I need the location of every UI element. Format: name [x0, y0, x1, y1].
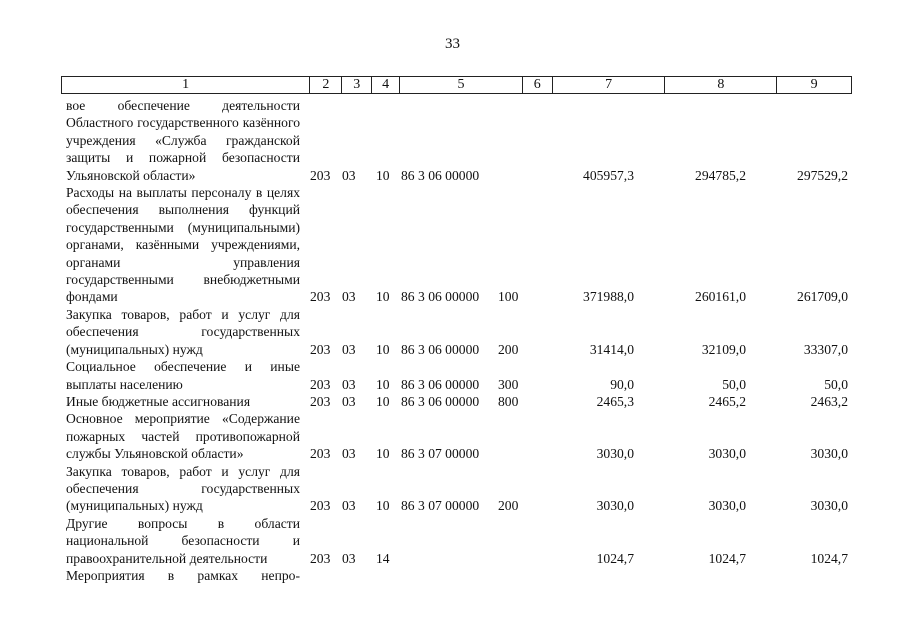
row-values: [66, 167, 852, 184]
table-row: [66, 393, 852, 410]
column-header-1: 1: [182, 77, 190, 92]
cell-section: 03: [342, 393, 356, 409]
cell-target-article: 86 3 07 00000: [401, 446, 480, 462]
row-values: [66, 497, 852, 514]
table-row: [66, 410, 852, 462]
table-body: [66, 97, 852, 584]
page-number: 33: [445, 36, 460, 52]
column-header-4: 4: [371, 77, 399, 93]
cell-expense-type: 200: [498, 498, 519, 514]
row-values: [66, 393, 852, 410]
cell-ministry: 203: [310, 446, 331, 462]
cell-ministry: 203: [310, 167, 331, 183]
cell-amount-col8: 32109,0: [701, 341, 746, 357]
table-row: [66, 463, 852, 515]
column-header-5: 5: [399, 77, 522, 93]
row-values: [66, 550, 852, 567]
cell-target-article: 86 3 06 00000: [401, 341, 480, 357]
cell-section: 03: [342, 376, 356, 392]
cell-expense-type: 800: [498, 393, 519, 409]
cell-subsection: 10: [376, 446, 390, 462]
row-description: Социальное обеспечение и иные выплаты населению: [66, 359, 300, 392]
cell-subsection: 10: [376, 167, 390, 183]
column-header-6: 6: [522, 77, 552, 93]
cell-section: 03: [342, 498, 356, 514]
cell-amount-col7: 1024,7: [596, 550, 634, 566]
cell-amount-col9: 50,0: [824, 376, 848, 392]
cell-amount-col8: 3030,0: [708, 446, 746, 462]
column-header-2: 2: [309, 77, 341, 93]
cell-subsection: 10: [376, 393, 390, 409]
cell-amount-col7: 2465,3: [596, 393, 634, 409]
row-description: вое обеспечение деятельности Областного государственного казённого учреждения «Служба гражданской защиты и пожарной безопасности Ульяновской области»: [66, 98, 300, 183]
column-header-3: 3: [341, 77, 371, 93]
cell-amount-col7: 3030,0: [596, 446, 634, 462]
cell-expense-type: 200: [498, 341, 519, 357]
cell-amount-col8: 260161,0: [695, 289, 746, 305]
cell-ministry: 203: [310, 341, 331, 357]
cell-ministry: 203: [310, 498, 331, 514]
cell-ministry: 203: [310, 393, 331, 409]
cell-subsection: 10: [376, 376, 390, 392]
row-values: [66, 445, 852, 462]
table-row: [66, 184, 852, 306]
row-description: Другие вопросы в области национальной безопасности и правоохранительной деятельности: [66, 515, 300, 566]
row-description: Закупка товаров, работ и услуг для обеспечения государственных (муниципальных) нужд: [66, 306, 300, 357]
table-row: [66, 567, 852, 584]
cell-target-article: 86 3 06 00000: [401, 167, 480, 183]
cell-target-article: 86 3 07 00000: [401, 498, 480, 514]
column-header-9: 9: [776, 77, 851, 93]
table-row: [66, 306, 852, 358]
cell-ministry: 203: [310, 376, 331, 392]
table-row: [66, 358, 852, 393]
cell-amount-col7: 31414,0: [589, 341, 634, 357]
table-header-row: [61, 76, 852, 94]
cell-amount-col7: 371988,0: [583, 289, 634, 305]
row-description: Основное мероприятие «Содержание пожарных частей противопожарной службы Ульяновской области»: [66, 411, 300, 462]
row-values: [66, 376, 852, 393]
cell-section: 03: [342, 446, 356, 462]
cell-target-article: 86 3 06 00000: [401, 393, 480, 409]
cell-ministry: 203: [310, 289, 331, 305]
cell-amount-col9: 3030,0: [810, 446, 848, 462]
cell-amount-col9: 297529,2: [797, 167, 848, 183]
row-description: Мероприятия в рамках непро-: [66, 567, 300, 583]
row-description: Закупка товаров, работ и услуг для обеспечения государственных (муниципальных) нужд: [66, 463, 300, 514]
cell-amount-col9: 3030,0: [810, 498, 848, 514]
cell-amount-col8: 1024,7: [708, 550, 746, 566]
cell-section: 03: [342, 341, 356, 357]
row-values: [66, 341, 852, 358]
cell-target-article: 86 3 06 00000: [401, 289, 480, 305]
cell-amount-col7: 90,0: [610, 376, 634, 392]
cell-amount-col7: 3030,0: [596, 498, 634, 514]
column-header-8: 8: [664, 77, 776, 93]
cell-expense-type: 100: [498, 289, 519, 305]
row-values: [66, 288, 852, 305]
cell-amount-col8: 50,0: [722, 376, 746, 392]
cell-amount-col8: 3030,0: [708, 498, 746, 514]
cell-subsection: 14: [376, 550, 390, 566]
cell-amount-col7: 405957,3: [583, 167, 634, 183]
row-description: Иные бюджетные ассигнования: [66, 393, 251, 409]
cell-amount-col9: 33307,0: [803, 341, 848, 357]
table-row: [66, 515, 852, 567]
cell-subsection: 10: [376, 289, 390, 305]
cell-amount-col9: 2463,2: [810, 393, 848, 409]
cell-amount-col9: 1024,7: [810, 550, 848, 566]
cell-section: 03: [342, 289, 356, 305]
cell-section: 03: [342, 550, 356, 566]
cell-target-article: 86 3 06 00000: [401, 376, 480, 392]
column-header-7: 7: [552, 77, 665, 93]
cell-expense-type: 300: [498, 376, 519, 392]
table-row: [66, 97, 852, 184]
cell-amount-col9: 261709,0: [797, 289, 848, 305]
row-description: Расходы на выплаты персоналу в целях обеспечения выполнения функций государственными (муниципальными) органами, казёнными учреждениями, органами управления государственными внебюджетными фондами: [66, 185, 300, 305]
cell-amount-col8: 294785,2: [695, 167, 746, 183]
cell-section: 03: [342, 167, 356, 183]
cell-subsection: 10: [376, 341, 390, 357]
cell-subsection: 10: [376, 498, 390, 514]
cell-amount-col8: 2465,2: [708, 393, 746, 409]
cell-ministry: 203: [310, 550, 331, 566]
